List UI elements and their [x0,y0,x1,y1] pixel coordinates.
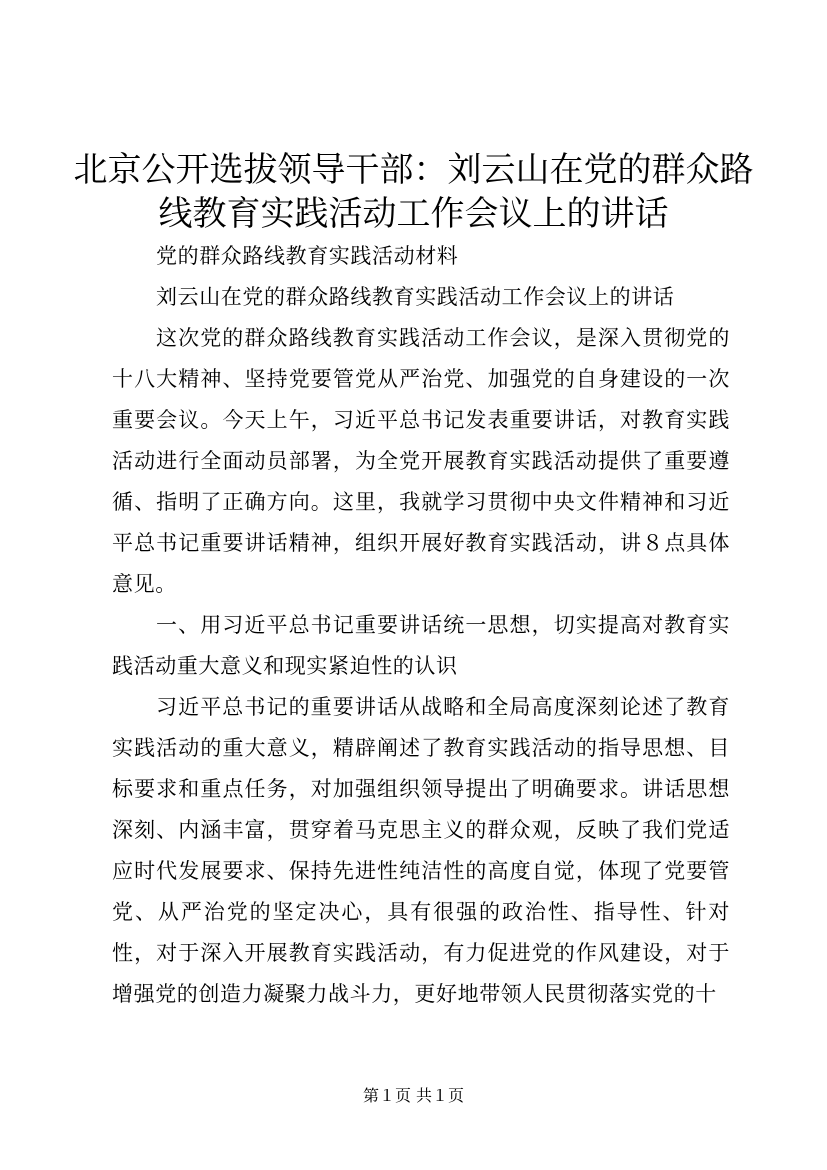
page-number-footer: 第１页 共１页 [362,1086,465,1105]
paragraph-section-heading: 一、用习近平总书记重要讲话统一思想，切实提高对教育实践活动重大意义和现实紧迫性的认识 [112,613,730,678]
document-title: 北京公开选拔领导干部：刘云山在党的群众路线教育实践活动工作会议上的讲话 [73,150,754,234]
document-body [112,236,730,1015]
paragraph-intro: 这次党的群众路线教育实践活动工作会议，是深入贯彻党的十八大精神、坚持党要管党从严治党、加强党的自身建设的一次重要会议。今天上午，习近平总书记发表重要讲话，对教育实践活动进行全面动员部署，为全党开展教育实践活动提供了重要遵循、指明了正确方向。这里，我就学习贯彻中央文件精神和习近平总书记重要讲话精神，组织开展好教育实践活动，讲８点具体意见。 [112,326,730,596]
paragraph-speech-title: 刘云山在党的群众路线教育实践活动工作会议上的讲话 [156,285,675,309]
paragraph-section-body: 习近平总书记的重要讲话从战略和全局高度深刻论述了教育实践活动的重大意义，精辟阐述了教育实践活动的指导思想、目标要求和重点任务，对加强组织领导提出了明确要求。讲话思想深刻、内涵丰富，贯穿着马克思主义的群众观，反映了我们党适应时代发展要求、保持先进性纯洁性的高度自觉，体现了党要管党、从严治党的坚定决心，具有很强的政治性、指导性、针对性，对于深入开展教育实践活动，有力促进党的作风建设，对于增强党的创造力凝聚力战斗力，更好地带领人民贯彻落实党的十 [112,695,730,1006]
paragraph-material-label: 党的群众路线教育实践活动材料 [156,244,459,268]
